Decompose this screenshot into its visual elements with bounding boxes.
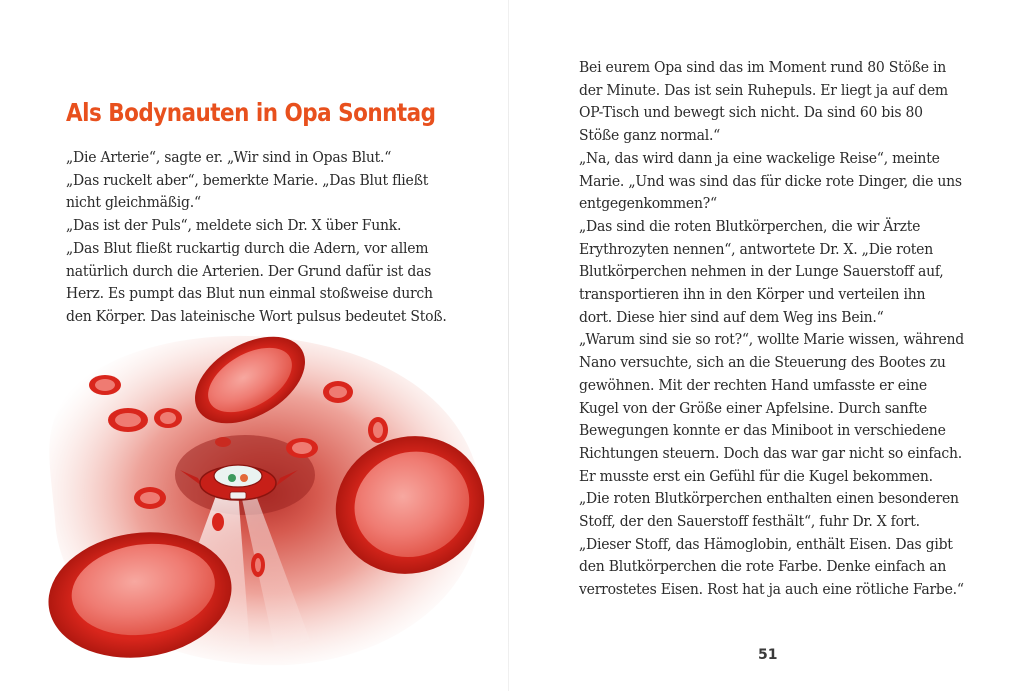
text-line: entgegenkommen?“ xyxy=(579,194,717,213)
text-line: Blutkörperchen nehmen in der Lunge Sauerstoff auf, xyxy=(579,262,944,281)
blood-cell xyxy=(251,553,265,577)
blood-cell xyxy=(134,487,166,509)
text-line: Stoff, der den Sauerstoff festhält“, fuhr Dr. X fort. xyxy=(579,512,920,531)
blood-cell xyxy=(323,381,353,403)
text-line: den Blutkörperchen die rote Farbe. Denke einfach an xyxy=(579,557,947,576)
text-line: „Die roten Blutkörperchen enthalten einen besonderen xyxy=(579,489,959,508)
chapter-title: Als Bodynauten in Opa Sonntag xyxy=(66,98,436,127)
blood-cell xyxy=(89,375,121,395)
text-line: Bei eurem Opa sind das im Moment rund 80 Stöße in xyxy=(579,58,947,76)
text-line: Nano versuchte, sich an die Steuerung des Bootes zu xyxy=(579,353,946,372)
text-line: „Das ruckelt aber“, bemerkte Marie. „Das Blut fließt xyxy=(66,170,429,189)
text-line: Herz. Es pumpt das Blut nun einmal stoßweise durch xyxy=(66,284,433,303)
blood-cell xyxy=(154,408,182,428)
text-line: „Na, das wird dann ja eine wackelige Reise“, meinte xyxy=(579,148,940,167)
blood-cell xyxy=(286,438,318,458)
text-line: Marie. „Und was sind das für dicke rote Dinger, die uns xyxy=(579,171,962,190)
right-page xyxy=(509,0,1020,691)
blood-cell xyxy=(215,437,231,447)
blood-cell xyxy=(368,417,388,443)
right-body-text xyxy=(579,56,965,601)
text-line: Erythrozyten nennen“, antwortete Dr. X. „Die roten xyxy=(579,239,933,258)
text-line: transportieren ihn in den Körper und verteilen ihn xyxy=(579,285,926,304)
page-number: 51 xyxy=(758,647,778,663)
text-line: gewöhnen. Mit der rechten Hand umfasste er eine xyxy=(579,375,927,394)
text-line: Kugel von der Größe einer Apfelsine. Durch sanfte xyxy=(579,398,927,417)
text-line: „Das ist der Puls“, meldete sich Dr. X über Funk. xyxy=(66,216,402,235)
text-line: den Körper. Das lateinische Wort pulsus bedeutet Stoß. xyxy=(66,306,447,325)
text-line: Er musste erst ein Gefühl für die Kugel bekommen. xyxy=(579,466,933,485)
blood-cells-illustration xyxy=(40,320,500,690)
text-line: „Die Arterie“, sagte er. „Wir sind in Opas Blut.“ xyxy=(66,148,392,166)
text-line: „Dieser Stoff, das Hämoglobin, enthält Eisen. Das gibt xyxy=(579,534,953,553)
blood-cell xyxy=(212,513,224,531)
text-line: „Das sind die roten Blutkörperchen, die wir Ärzte xyxy=(579,216,921,235)
blood-cell xyxy=(108,408,148,432)
text-line: Richtungen steuern. Doch das war gar nicht so einfach. xyxy=(579,443,962,462)
left-body-text xyxy=(66,146,446,328)
text-line: dort. Diese hier sind auf dem Weg ins Bein.“ xyxy=(579,307,884,326)
text-line: „Warum sind sie so rot?“, wollte Marie wissen, während xyxy=(579,330,965,349)
text-line: Stöße ganz normal.“ xyxy=(579,126,721,145)
text-line: Bewegungen konnte er das Miniboot in verschiedene xyxy=(579,421,946,440)
text-line: der Minute. Das ist sein Ruhepuls. Er liegt ja auf dem xyxy=(579,80,948,99)
text-line: verrostetes Eisen. Rost hat ja auch eine rötliche Farbe.“ xyxy=(579,580,964,599)
text-line: „Das Blut fließt ruckartig durch die Adern, vor allem xyxy=(66,238,429,257)
text-line: nicht gleichmäßig.“ xyxy=(66,193,201,212)
left-page xyxy=(0,0,508,691)
text-line: OP-Tisch und bewegt sich nicht. Da sind 60 bis 80 xyxy=(579,103,923,122)
text-line: natürlich durch die Arterien. Der Grund dafür ist das xyxy=(66,261,432,280)
